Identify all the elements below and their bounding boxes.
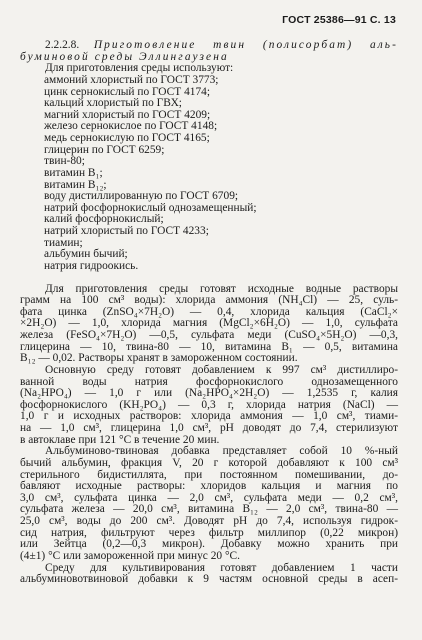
text-line: фата цинка (ZnSO₄×7H₂O) — 0,4, хлорида кальция (CaCl₂×	[20, 305, 398, 318]
list-item: железо сернокислое по ГОСТ 4148;	[44, 120, 218, 133]
text-line: Для приготовления среды готовят исходные водные растворы	[45, 282, 398, 295]
list-item: глицерин по ГОСТ 6259;	[44, 143, 165, 156]
text-line: (Na₂HPO₄) — 1,0 г или (Na₂HPO₄×2H₂O) — 1,2535 г, калия	[20, 387, 398, 400]
list-item: витамин B₁₂;	[44, 178, 107, 191]
section-title-part1: Приготовление твин (полисорбат) аль-	[93, 39, 398, 51]
text-line: или Зейтца (0,2—0,3 микрон). Добавку можно хранить при	[20, 538, 398, 551]
text-line: глицерина — 10, твина-80 — 10, витамина B₁ — 0,5, витамина	[20, 340, 398, 353]
list-item: твин-80;	[44, 155, 85, 168]
text-line: 25,0 см³, воды до 200 см³. Доводят pH до 7,4, используя гидрок-	[20, 515, 398, 527]
text-line: Альбуминово-твиновая добавка представляет собой 10 %-ный	[45, 445, 398, 458]
text-line: (4±1) °C или замороженной при минус 20 °C.	[20, 549, 240, 562]
list-item: витамин B₁;	[44, 166, 103, 179]
list-item: альбумин бычий;	[44, 248, 128, 261]
section-title-part2: буминовой среды Эллингаузена	[20, 50, 229, 63]
text-line: Основную среду готовят добавлением к 997 см³ дистиллиро-	[45, 363, 398, 376]
list-item: тиамин;	[44, 236, 83, 249]
list-item: воду дистиллированную по ГОСТ 6709;	[44, 190, 239, 203]
section-heading-line1	[20, 40, 398, 52]
text-line: 3,0 см³, сульфата цинка — 2,0 см³, сульфата меди — 0,2 см³,	[20, 491, 398, 504]
text-line: ×2H₂O) — 1,0, хлорида магния (MgCl₂×6H₂O) — 1,0, сульфата	[20, 317, 398, 330]
paragraph-stock-solutions	[20, 284, 398, 365]
text-line: бычий альбумин, фракция V, 20 г которой добавляют к 100 см³	[20, 456, 398, 469]
list-item: медь сернокислую по ГОСТ 4165;	[44, 132, 210, 144]
text-line: на — 1,0 см³, глицерина 1,0 см³, pH доводят до 7,4, стерилизуют	[20, 422, 398, 434]
list-item: кальций хлористый по ГВХ;	[44, 97, 182, 110]
text-line: в автоклаве при 121 °C в течение 20 мин.	[20, 433, 220, 446]
text-line: альбуминовотвиновой добавки к 9 частям основной среды в асеп-	[20, 573, 398, 586]
list-item: натрий хлористый по ГОСТ 4233;	[44, 225, 209, 237]
section-number: 2.2.2.8.	[45, 39, 80, 51]
text-line: сид натрия, фильтруют через фильтр миллипор (0,22 микрон)	[20, 526, 398, 539]
paragraph-base-medium	[20, 365, 398, 446]
text-line: сульфата железа — 20,0 см³, витамина B₁₂ — 2,0 см³, твина-80 —	[20, 503, 398, 516]
text-line: фосфорнокислого (KH₂PO₄) — 0,3 г, хлорида натрия (NaCl) —	[20, 398, 398, 411]
materials-list	[20, 75, 398, 273]
text-line: бавляют исходные растворы: хлоридов кальция и магния по	[20, 480, 398, 493]
list-item: натрия гидроокись.	[44, 259, 139, 272]
paragraph-albumin-tween-supplement	[20, 446, 398, 562]
document-body	[20, 40, 398, 586]
page-header: ГОСТ 25386—91 С. 13	[282, 14, 396, 26]
paragraph-culture-medium	[20, 563, 398, 586]
text-line: 1,0 г и исходных растворов: хлорида аммония — 1,0 см³, тиами-	[20, 410, 398, 423]
list-item: цинк сернокислый по ГОСТ 4174;	[44, 85, 211, 98]
text-line: ванной воды натрия фосфорнокислого однозамещенного	[20, 375, 398, 388]
list-item: аммоний хлористый по ГОСТ 3773;	[44, 73, 219, 86]
list-item: натрий фосфорнокислый однозамещенный;	[44, 201, 257, 214]
text-line: B₁₂ — 0,02. Растворы хранят в замороженном состоянии.	[20, 352, 298, 365]
materials-intro: Для приготовления среды используют:	[45, 62, 234, 75]
text-line: стерильного бидистиллята, при постоянном помешивании, до-	[20, 468, 398, 481]
text-line: грамм на 100 см³ воды): хлорида аммония (NH₄Cl) — 25, суль-	[20, 294, 398, 307]
text-line: Среду для культивирования готовят добавлением 1 части	[45, 561, 398, 574]
list-item: магний хлористый по ГОСТ 4209;	[44, 108, 211, 121]
list-item: калий фосфорнокислый;	[44, 213, 164, 226]
text-line: железа (FeSO₄×7H₂O) —0,5, сульфата меди (CuSO₄×5H₂O) —0,3,	[20, 329, 398, 341]
